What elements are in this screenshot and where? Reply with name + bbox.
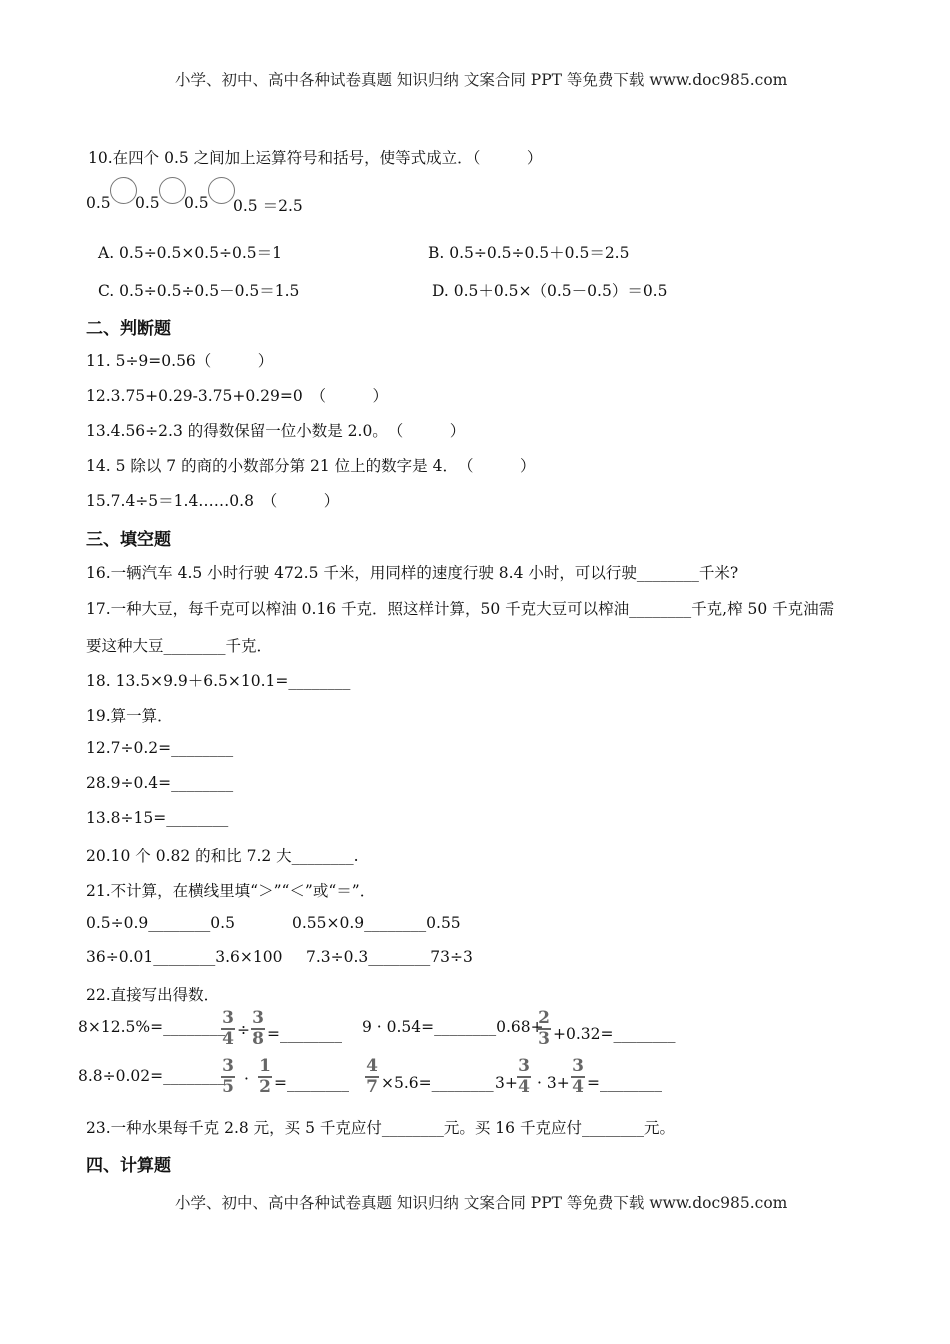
numerator: 3 [222, 1056, 234, 1076]
q22-r1-fraction-1 [221, 1010, 235, 1048]
question-21-item-b: 0.55×0.9________0.55 [292, 914, 461, 932]
question-20: 20.10 个 0.82 的和比 7.2 大________. [86, 847, 359, 865]
q22-r1-divide-sign: ÷ [237, 1021, 250, 1039]
section-heading-calculation: 四、计算题 [86, 1156, 171, 1176]
q10-blank-circle-2[interactable] [159, 177, 186, 204]
question-17-line-1: 17.一种大豆，每千克可以榨油 0.16 千克．照这样计算，50 千克大豆可以榨油________千克,榨 50 千克油需 [86, 600, 835, 618]
question-19-item-c: 13.8÷15=________ [86, 809, 229, 827]
numerator: 1 [259, 1056, 271, 1076]
numerator: 3 [252, 1008, 264, 1028]
denominator: 7 [366, 1077, 378, 1097]
denominator: 4 [222, 1029, 234, 1049]
q22-r2-fraction-2 [258, 1058, 272, 1096]
question-14: 14. 5 除以 7 的商的小数部分第 21 位上的数字是 4． （ ） [86, 457, 536, 475]
page-footer: 小学、初中、高中各种试卷真题 知识归纳 文案合同 PPT 等免费下载 www.doc985.com [175, 1194, 788, 1212]
q22-r2-item-d-prefix: 3+ [495, 1074, 518, 1092]
q10-option-c[interactable]: C. 0.5÷0.5÷0.5－0.5＝1.5 [98, 282, 300, 300]
question-19-item-b: 28.9÷0.4=________ [86, 774, 234, 792]
q10-blank-circle-3[interactable] [208, 177, 235, 204]
page-header: 小学、初中、高中各种试卷真题 知识归纳 文案合同 PPT 等免费下载 www.doc985.com [175, 71, 788, 89]
q22-r2-item-b-tail: =________ [274, 1074, 349, 1092]
question-21-item-d: 7.3÷0.3________73÷3 [306, 948, 473, 966]
question-13: 13.4.56÷2.3 的得数保留一位小数是 2.0。 （ ） [86, 422, 466, 440]
q22-r1-fraction-3 [537, 1010, 551, 1048]
question-18: 18. 13.5×9.9＋6.5×10.1=________ [86, 672, 351, 690]
question-15: 15.7.4÷5＝1.4……0.8 （ ） [86, 492, 340, 510]
q10-option-d[interactable]: D. 0.5＋0.5×（0.5－0.5）＝0.5 [432, 282, 668, 300]
q22-r1-item-d-tail: +0.32=________ [553, 1025, 676, 1043]
question-19: 19.算一算． [86, 707, 173, 725]
q10-option-b[interactable]: B. 0.5÷0.5÷0.5＋0.5＝2.5 [428, 244, 630, 262]
denominator: 4 [518, 1077, 530, 1097]
denominator: 8 [252, 1029, 264, 1049]
question-21-item-c: 36÷0.01________3.6×100 [86, 948, 283, 966]
numerator: 2 [538, 1008, 550, 1028]
denominator: 2 [259, 1077, 271, 1097]
q10-num-2: 0.5 [135, 194, 160, 212]
q22-r2-item-a: 8.8÷0.02=________ [78, 1067, 226, 1085]
q10-option-a[interactable]: A. 0.5÷0.5×0.5÷0.5＝1 [98, 244, 282, 262]
question-16: 16.一辆汽车 4.5 小时行驶 472.5 千米，用同样的速度行驶 8.4 小时，可以行驶________千米? [86, 564, 739, 582]
numerator: 3 [518, 1056, 530, 1076]
q22-r2-fraction-3 [365, 1058, 379, 1096]
denominator: 5 [222, 1077, 234, 1097]
question-22: 22.直接写出得数． [86, 986, 220, 1004]
q22-r2-fraction-1 [221, 1058, 235, 1096]
denominator: 3 [538, 1029, 550, 1049]
q10-num-3: 0.5 [184, 194, 209, 212]
question-17-line-2: 要这种大豆________千克． [86, 637, 273, 655]
q10-num-1: 0.5 [86, 194, 111, 212]
q22-r2-fraction-5 [571, 1058, 585, 1096]
question-12: 12.3.75+0.29-3.75+0.29=0 （ ） [86, 387, 389, 405]
q22-r1-item-c: 9 · 0.54=________0.68+ [362, 1018, 544, 1036]
q22-r2-dot: · [244, 1070, 249, 1088]
question-23: 23.一种水果每千克 2.8 元，买 5 千克应付________元。买 16 千克应付________元。 [86, 1119, 675, 1137]
section-heading-judgement: 二、判断题 [86, 319, 171, 339]
question-21-item-a: 0.5÷0.9________0.5 [86, 914, 235, 932]
numerator: 4 [366, 1056, 378, 1076]
q22-r2-item-c-tail: ×5.6=________ [381, 1074, 494, 1092]
q22-r1-item-a: 8×12.5%=________ [78, 1018, 226, 1036]
section-heading-fill-blank: 三、填空题 [86, 530, 171, 550]
q22-r2-fraction-4 [517, 1058, 531, 1096]
question-21: 21.不计算，在横线里填“＞”“＜”或“＝”． [86, 882, 376, 900]
q10-blank-circle-1[interactable] [110, 177, 137, 204]
numerator: 3 [572, 1056, 584, 1076]
question-19-item-a: 12.7÷0.2=________ [86, 739, 234, 757]
q10-num-4: 0.5 ＝2.5 [233, 197, 303, 215]
q22-r2-item-d-tail: =________ [587, 1074, 662, 1092]
question-11: 11. 5÷9=0.56（ ） [86, 352, 274, 370]
numerator: 3 [222, 1008, 234, 1028]
denominator: 4 [572, 1077, 584, 1097]
question-10-stem: 10.在四个 0.5 之间加上运算符号和括号，使等式成立．（ ） [88, 149, 543, 167]
q22-r2-item-d-mid: · 3+ [537, 1074, 570, 1092]
q22-r1-fraction-2 [251, 1010, 265, 1048]
q22-r1-item-b-tail: =________ [267, 1025, 342, 1043]
